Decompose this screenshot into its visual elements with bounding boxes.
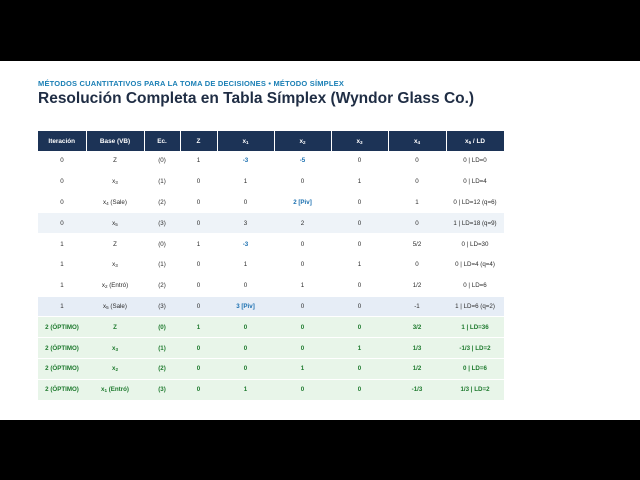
table-cell bbox=[144, 338, 180, 359]
table-row bbox=[38, 234, 504, 255]
table-cell bbox=[180, 234, 217, 255]
table-cell bbox=[217, 317, 274, 338]
table-cell bbox=[274, 171, 331, 192]
table-cell bbox=[446, 171, 504, 192]
cell-text: 0 bbox=[243, 323, 248, 331]
column-header bbox=[446, 131, 504, 151]
cell-text: 1 | LD=36 bbox=[461, 323, 489, 331]
table-cell bbox=[446, 234, 504, 255]
cell-text: 1 bbox=[357, 178, 362, 186]
cell-text: (3) bbox=[158, 302, 166, 310]
table-cell bbox=[217, 254, 274, 275]
cell-subscript: 4 bbox=[106, 200, 109, 206]
cell-text: 0 | LD=4 bbox=[463, 178, 487, 186]
cell-text: 1 bbox=[357, 344, 362, 352]
cell-text: x bbox=[103, 198, 107, 206]
table-cell bbox=[331, 151, 388, 171]
table-cell bbox=[446, 338, 504, 359]
table-cell bbox=[446, 317, 504, 338]
cell-text: 0 bbox=[60, 178, 64, 186]
table-cell bbox=[38, 234, 86, 255]
cell-text: 1 bbox=[243, 386, 248, 394]
table-cell bbox=[144, 254, 180, 275]
table-cell bbox=[388, 192, 446, 213]
table-cell bbox=[446, 358, 504, 379]
table-row bbox=[38, 192, 504, 213]
table-cell bbox=[331, 317, 388, 338]
table-cell bbox=[388, 171, 446, 192]
cell-text: 0 | LD=12 (q=6) bbox=[453, 198, 497, 206]
cell-text: 1/3 bbox=[412, 344, 422, 352]
table-cell bbox=[144, 317, 180, 338]
cell-text: x bbox=[112, 178, 116, 186]
cell-text: 0 bbox=[415, 261, 419, 269]
cell-text: 1 bbox=[60, 282, 64, 290]
table-cell bbox=[86, 275, 144, 296]
cell-text: Z bbox=[113, 240, 117, 248]
cell-text: 0 | LD=0 bbox=[463, 157, 487, 165]
cell-subscript: 3 bbox=[115, 180, 118, 186]
cell-text: 0 bbox=[196, 386, 201, 394]
cell-text: x bbox=[111, 344, 116, 352]
cell-text: -3 bbox=[242, 157, 249, 165]
cell-text: 1 bbox=[300, 282, 305, 290]
table-cell bbox=[331, 234, 388, 255]
cell-text: 0 bbox=[196, 365, 201, 373]
table-cell bbox=[180, 171, 217, 192]
column-header bbox=[217, 131, 274, 151]
cell-text: 1 bbox=[415, 198, 419, 206]
table-cell bbox=[217, 234, 274, 255]
cell-text: 0 bbox=[415, 219, 419, 227]
cell-text: 0 bbox=[300, 323, 305, 331]
cell-text: x bbox=[101, 282, 105, 290]
table-cell bbox=[180, 151, 217, 171]
table-cell bbox=[331, 254, 388, 275]
cell-text: 0 bbox=[243, 282, 248, 290]
table-cell bbox=[274, 151, 331, 171]
slide-kicker: MÉTODOS CUANTITATIVOS PARA LA TOMA DE DECISIONES • MÉTODO SÍMPLEX bbox=[38, 79, 345, 88]
cell-text: 1 bbox=[60, 302, 64, 310]
cell-text: (1) bbox=[158, 178, 166, 186]
column-header bbox=[180, 131, 217, 151]
table-cell bbox=[274, 254, 331, 275]
cell-subscript: 3 bbox=[360, 139, 363, 145]
cell-subscript: 1 bbox=[246, 139, 249, 145]
table-cell bbox=[446, 213, 504, 234]
table-cell bbox=[86, 213, 144, 234]
cell-text: 0 bbox=[357, 323, 362, 331]
cell-text: 1 bbox=[196, 323, 201, 331]
cell-text: 3 [Piv] bbox=[236, 302, 255, 310]
cell-text: 0 bbox=[196, 261, 201, 269]
table-cell bbox=[217, 296, 274, 317]
table-cell bbox=[38, 254, 86, 275]
table-cell bbox=[38, 213, 86, 234]
table-cell bbox=[180, 358, 217, 379]
table-row bbox=[38, 213, 504, 234]
cell-text: x bbox=[111, 365, 116, 373]
cell-text: (2) bbox=[158, 282, 166, 290]
table-cell bbox=[274, 379, 331, 400]
table-row bbox=[38, 171, 504, 192]
cell-text: 0 bbox=[357, 240, 362, 248]
table-cell bbox=[86, 254, 144, 275]
cell-text: 3 bbox=[243, 219, 248, 227]
cell-text: Z bbox=[113, 323, 117, 331]
cell-text: 0 bbox=[60, 157, 64, 165]
table-cell bbox=[86, 296, 144, 317]
table-cell bbox=[38, 358, 86, 379]
cell-text: 1 bbox=[196, 240, 201, 248]
table-cell bbox=[144, 213, 180, 234]
table-cell bbox=[180, 338, 217, 359]
cell-text: 0 bbox=[357, 219, 362, 227]
table-cell bbox=[144, 234, 180, 255]
table-row bbox=[38, 358, 504, 379]
table-cell bbox=[38, 171, 86, 192]
table-cell bbox=[38, 192, 86, 213]
cell-text: 0 bbox=[196, 178, 201, 186]
table-cell bbox=[217, 151, 274, 171]
cell-suffix: (Sale) bbox=[108, 198, 127, 206]
cell-text: 2 (ÓPTIMO) bbox=[45, 344, 79, 352]
simplex-table bbox=[38, 131, 505, 401]
table-cell bbox=[331, 171, 388, 192]
table-row bbox=[38, 254, 504, 275]
cell-text: x bbox=[465, 137, 469, 145]
cell-text: 1 bbox=[196, 157, 201, 165]
cell-text: x bbox=[112, 219, 116, 227]
table-cell bbox=[86, 192, 144, 213]
table-cell bbox=[274, 192, 331, 213]
table-cell bbox=[86, 151, 144, 171]
table-cell bbox=[331, 338, 388, 359]
cell-text: 0 bbox=[196, 344, 201, 352]
cell-subscript: 4 bbox=[417, 139, 421, 145]
column-header bbox=[144, 131, 180, 151]
cell-text: 1 bbox=[60, 261, 64, 269]
cell-text: 0 bbox=[196, 302, 201, 310]
column-header bbox=[388, 131, 446, 151]
table-cell bbox=[217, 358, 274, 379]
cell-text: 0 | LD=30 bbox=[461, 240, 489, 248]
cell-subscript: 3 bbox=[115, 346, 118, 352]
cell-subscript: 3 bbox=[115, 263, 118, 269]
cell-text: 2 [Piv] bbox=[293, 198, 312, 206]
cell-text: x bbox=[299, 137, 303, 145]
table-cell bbox=[217, 192, 274, 213]
cell-text: x bbox=[103, 302, 107, 310]
table-cell bbox=[388, 254, 446, 275]
table-cell bbox=[274, 338, 331, 359]
table-cell bbox=[388, 275, 446, 296]
table-cell bbox=[331, 275, 388, 296]
cell-text: Base (VB) bbox=[99, 137, 131, 145]
table-cell bbox=[38, 296, 86, 317]
table-cell bbox=[388, 151, 446, 171]
cell-text: (3) bbox=[158, 219, 166, 227]
table-cell bbox=[86, 338, 144, 359]
table-cell bbox=[86, 379, 144, 400]
cell-text: 0 bbox=[300, 178, 305, 186]
cell-text: 0 bbox=[300, 261, 305, 269]
table-cell bbox=[180, 379, 217, 400]
cell-text: 1 bbox=[60, 240, 64, 248]
table-cell bbox=[180, 213, 217, 234]
cell-subscript: 2 bbox=[104, 284, 108, 290]
cell-text: 1 bbox=[357, 261, 362, 269]
cell-text: 1 bbox=[243, 178, 248, 186]
slide-title: Resolución Completa en Tabla Símplex (Wyndor Glass Co.) bbox=[38, 90, 475, 107]
cell-suffix: / LD bbox=[471, 137, 485, 145]
cell-text: (2) bbox=[158, 365, 166, 373]
table-cell bbox=[38, 338, 86, 359]
table-cell bbox=[38, 151, 86, 171]
table-cell bbox=[388, 234, 446, 255]
table-row bbox=[38, 379, 504, 400]
table-body bbox=[38, 151, 504, 400]
table-cell bbox=[446, 254, 504, 275]
table-cell bbox=[144, 151, 180, 171]
cell-text: 0 bbox=[300, 302, 305, 310]
cell-text: 0 bbox=[300, 386, 305, 394]
table-cell bbox=[217, 338, 274, 359]
cell-text: x bbox=[413, 137, 418, 145]
table-cell bbox=[180, 254, 217, 275]
table-cell bbox=[217, 171, 274, 192]
table-cell bbox=[86, 317, 144, 338]
cell-text: 0 bbox=[415, 157, 419, 165]
cell-text: 1 bbox=[243, 261, 248, 269]
cell-text: 2 bbox=[300, 219, 305, 227]
cell-text: 1 bbox=[300, 365, 305, 373]
cell-text: (0) bbox=[158, 323, 166, 331]
cell-text: 0 | LD=4 (q=4) bbox=[455, 261, 495, 269]
table-cell bbox=[86, 234, 144, 255]
table-header-row bbox=[38, 131, 504, 151]
cell-subscript: 5 bbox=[115, 221, 118, 227]
cell-subscript: 2 bbox=[303, 139, 306, 145]
cell-text: Iteración bbox=[48, 137, 76, 145]
cell-text: 1/2 bbox=[412, 365, 422, 373]
column-header bbox=[86, 131, 144, 151]
slide bbox=[0, 61, 640, 420]
table-row bbox=[38, 317, 504, 338]
cell-text: x bbox=[356, 137, 360, 145]
cell-subscript: 5 bbox=[468, 139, 472, 145]
table-cell bbox=[217, 213, 274, 234]
table-cell bbox=[388, 338, 446, 359]
cell-suffix: (Entró) bbox=[107, 282, 129, 290]
table-cell bbox=[446, 379, 504, 400]
table-cell bbox=[274, 358, 331, 379]
cell-text: Ec. bbox=[157, 137, 167, 145]
cell-text: 0 bbox=[357, 198, 362, 206]
table-cell bbox=[180, 296, 217, 317]
cell-text: 0 | LD=6 bbox=[463, 365, 487, 373]
cell-text: 0 | LD=6 bbox=[463, 282, 487, 290]
column-header bbox=[38, 131, 86, 151]
table-cell bbox=[331, 358, 388, 379]
table-cell bbox=[144, 358, 180, 379]
cell-text: -1/3 | LD=2 bbox=[459, 344, 491, 352]
cell-suffix: (Entró) bbox=[107, 386, 129, 394]
cell-text: 2 (ÓPTIMO) bbox=[45, 386, 79, 394]
cell-text: 5/2 bbox=[412, 240, 422, 248]
table-cell bbox=[38, 379, 86, 400]
cell-text: (0) bbox=[158, 157, 166, 165]
cell-text: 1 | LD=18 (q=9) bbox=[453, 219, 497, 227]
table-row bbox=[38, 151, 504, 171]
table-cell bbox=[86, 358, 144, 379]
cell-text: 0 bbox=[243, 344, 248, 352]
cell-text: 0 bbox=[196, 198, 201, 206]
cell-text: (3) bbox=[158, 386, 166, 394]
cell-text: 1 | LD=6 (q=2) bbox=[455, 302, 495, 310]
table-row bbox=[38, 296, 504, 317]
cell-text: 2 (ÓPTIMO) bbox=[45, 323, 79, 331]
cell-text: 0 bbox=[357, 282, 362, 290]
table-cell bbox=[331, 192, 388, 213]
table-cell bbox=[144, 379, 180, 400]
table-cell bbox=[331, 296, 388, 317]
cell-subscript: 1 bbox=[104, 388, 107, 394]
table-cell bbox=[86, 171, 144, 192]
cell-text: Z bbox=[196, 137, 201, 145]
table-cell bbox=[388, 317, 446, 338]
table-cell bbox=[388, 379, 446, 400]
cell-text: 0 bbox=[300, 240, 305, 248]
table-cell bbox=[388, 358, 446, 379]
column-header bbox=[331, 131, 388, 151]
table-cell bbox=[144, 296, 180, 317]
cell-text: 0 bbox=[196, 282, 201, 290]
cell-text: 0 bbox=[357, 386, 362, 394]
cell-text: 1/3 | LD=2 bbox=[460, 386, 490, 394]
cell-text: 0 bbox=[357, 157, 362, 165]
table-cell bbox=[446, 296, 504, 317]
cell-text: -1/3 bbox=[411, 386, 423, 394]
table-cell bbox=[331, 379, 388, 400]
table-cell bbox=[144, 275, 180, 296]
cell-text: 0 bbox=[243, 198, 248, 206]
table-cell bbox=[274, 317, 331, 338]
table-cell bbox=[38, 275, 86, 296]
cell-text: 1/2 bbox=[412, 282, 422, 290]
cell-text: -3 bbox=[242, 240, 249, 248]
cell-text: 0 bbox=[357, 365, 362, 373]
column-header bbox=[274, 131, 331, 151]
cell-text: 0 bbox=[196, 219, 201, 227]
table-cell bbox=[180, 192, 217, 213]
table-cell bbox=[446, 151, 504, 171]
cell-text: x bbox=[242, 137, 246, 145]
cell-text: (2) bbox=[158, 198, 166, 206]
cell-text: 0 bbox=[300, 344, 305, 352]
table-cell bbox=[274, 296, 331, 317]
cell-text: 3/2 bbox=[412, 323, 422, 331]
table-cell bbox=[274, 234, 331, 255]
table-cell bbox=[274, 275, 331, 296]
cell-text: x bbox=[112, 261, 116, 269]
table-cell bbox=[388, 213, 446, 234]
table-cell bbox=[388, 296, 446, 317]
cell-text: x bbox=[100, 386, 105, 394]
cell-text: 0 bbox=[243, 365, 248, 373]
table-cell bbox=[446, 192, 504, 213]
table-row bbox=[38, 338, 504, 359]
table-cell bbox=[38, 317, 86, 338]
cell-text: -5 bbox=[299, 157, 306, 165]
cell-text: 0 bbox=[357, 302, 362, 310]
cell-suffix: (Sale) bbox=[108, 302, 127, 310]
table-cell bbox=[217, 275, 274, 296]
table-cell bbox=[144, 171, 180, 192]
table-cell bbox=[446, 275, 504, 296]
cell-text: -1 bbox=[414, 302, 420, 310]
cell-text: 0 bbox=[60, 219, 64, 227]
cell-text: 2 (ÓPTIMO) bbox=[45, 365, 79, 373]
table-cell bbox=[180, 275, 217, 296]
cell-text: 0 bbox=[60, 198, 64, 206]
cell-text: 0 bbox=[415, 178, 419, 186]
cell-subscript: 2 bbox=[115, 367, 118, 373]
cell-text: (1) bbox=[158, 344, 166, 352]
table-cell bbox=[144, 192, 180, 213]
cell-subscript: 5 bbox=[106, 304, 109, 310]
table-cell bbox=[217, 379, 274, 400]
cell-text: Z bbox=[113, 157, 117, 165]
table-cell bbox=[331, 213, 388, 234]
table-cell bbox=[180, 317, 217, 338]
table-cell bbox=[274, 213, 331, 234]
table-row bbox=[38, 275, 504, 296]
cell-text: (1) bbox=[158, 261, 166, 269]
cell-text: (0) bbox=[158, 240, 166, 248]
